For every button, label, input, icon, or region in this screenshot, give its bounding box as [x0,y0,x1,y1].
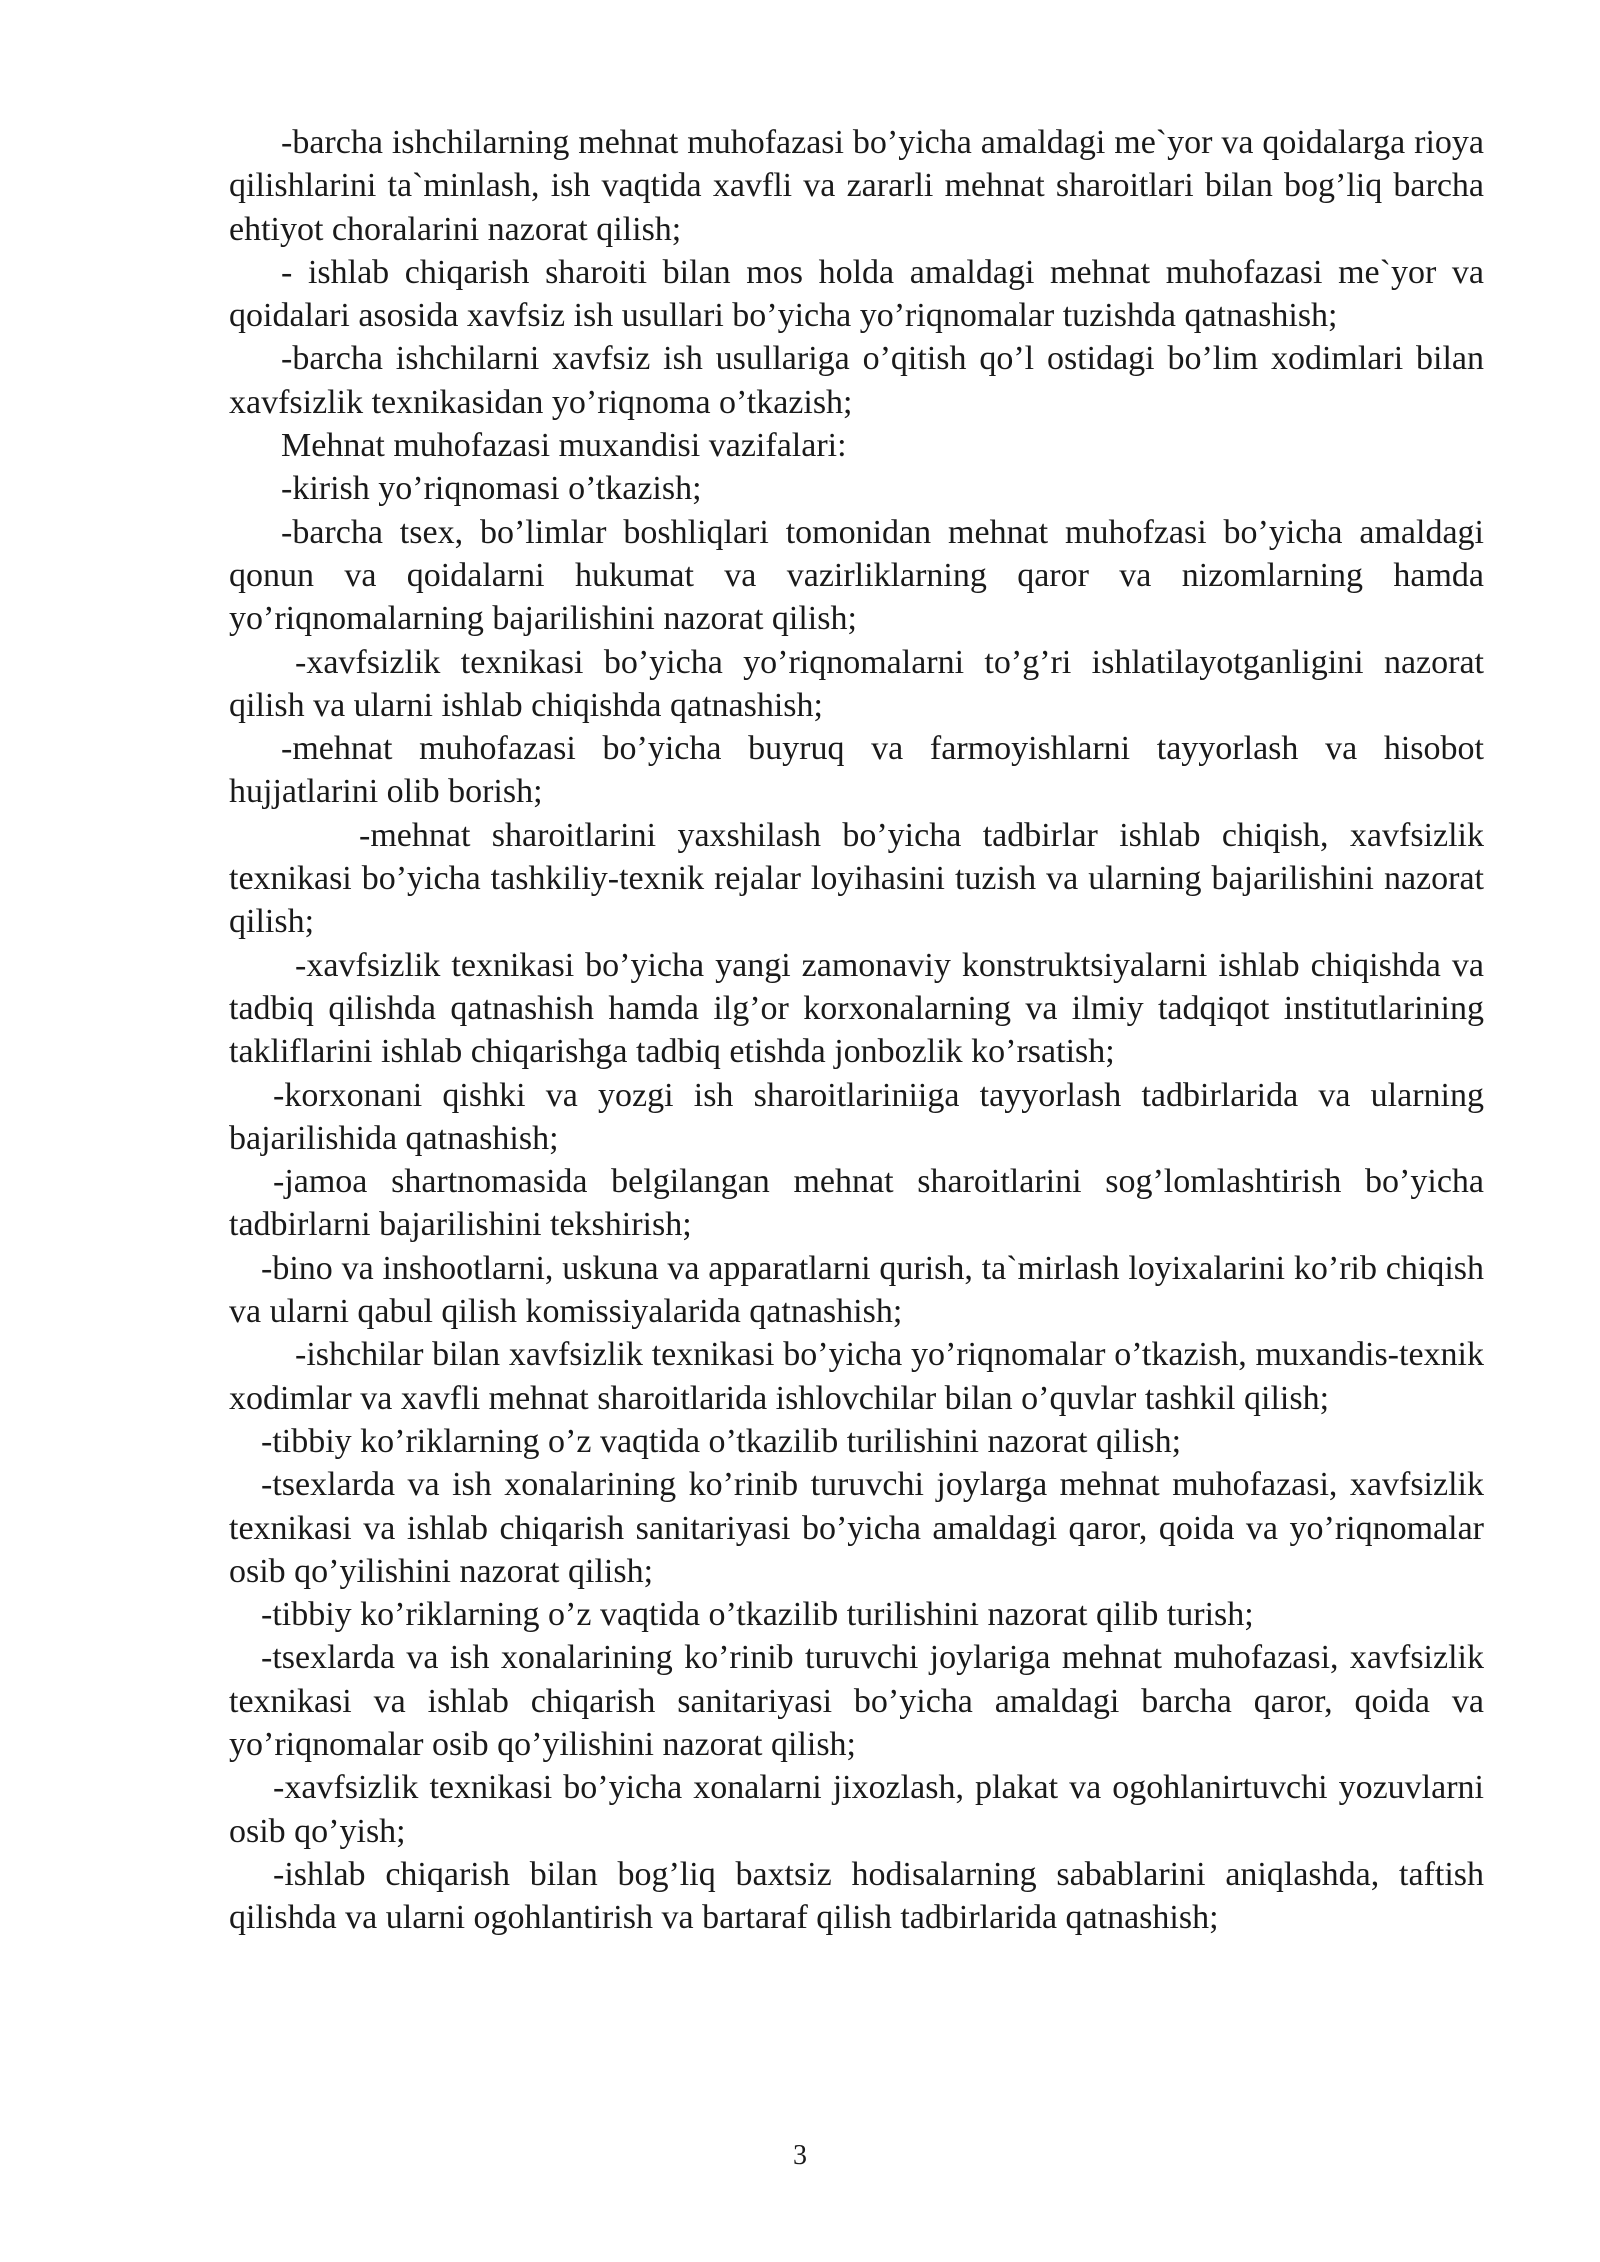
paragraph: -ishchilar bilan xavfsizlik texnikasi bo’yicha yo’riqnomalar o’tkazish, muxandis-texnik xodimlar va xavfli mehnat sharoitlarida ishlovchilar bilan o’quvlar tashkil qilish; [229,1336,1484,1417]
paragraph: -tibbiy ko’riklarning o’z vaqtida o’tkazilib turilishini nazorat qilib turish; [261,1596,1254,1634]
page-number: 3 [793,2140,807,2171]
paragraph: -barcha ishchilarning mehnat muhofazasi bo’yicha amaldagi me`yor va qoidalarga rioya qilishlarini ta`minlash, ish vaqtida xavfli va zararli mehnat sharoitlari bilan bog’liq barcha ehtiyot choralarini nazorat qilish; [229,124,1484,248]
paragraph: -barcha tsex, bo’limlar boshliqlari tomonidan mehnat muhofzasi bo’yicha amaldagi qonun va qoidalarni hukumat va vazirliklarning qaror va nizomlarning hamda yo’riqnomalarning bajarilishini nazorat qilish; [229,513,1484,638]
paragraph: -korxonani qishki va yozgi ish sharoitlariniiga tayyorlash tadbirlarida va ularning bajarilishida qatnashish; [229,1076,1484,1157]
paragraph: - ishlab chiqarish sharoiti bilan mos holda amaldagi mehnat muhofazasi me`yor va qoidalari asosida xavfsiz ish usullari bo’yicha yo’riqnomalar tuzishda qatnashish; [229,253,1484,335]
paragraph: -bino va inshootlarni, uskuna va apparatlarni qurish, ta`mirlash loyixalarini ko’rib chiqish va ularni qabul qilish komissiyalarida qatnashish; [229,1249,1484,1331]
paragraph: -xavfsizlik texnikasi bo’yicha yo’riqnomalarni to’g’ri ishlatilayotganligini nazorat qilish va ularni ishlab chiqishda qatnashish; [229,643,1484,724]
paragraph: -ishlab chiqarish bilan bog’liq baxtsiz hodisalarning sabablarini aniqlashda, taftish qilishda va ularni ogohlantirish va bartaraf qilish tadbirlarida qatnashish; [229,1855,1484,1937]
paragraph: -barcha ishchilarni xavfsiz ish usullariga o’qitish qo’l ostidagi bo’lim xodimlari bilan xavfsizlik texnikasidan yo’riqnoma o’tkazish; [229,340,1484,421]
paragraph: -tsexlarda va ish xonalarining ko’rinib turuvchi joylariga mehnat muhofazasi, xavfsizlik texnikasi va ishlab chiqarish sanitariyasi bo’yicha amaldagi barcha qaror, qoida va yo’riqnomalar osib qo’yilishini nazorat qilish; [229,1639,1484,1763]
paragraph: -tibbiy ko’riklarning o’z vaqtida o’tkazilib turilishini nazorat qilish; [261,1422,1182,1460]
paragraph: -kirish yo’riqnomasi o’tkazish; [281,470,702,508]
paragraph: -tsexlarda va ish xonalarining ko’rinib turuvchi joylarga mehnat muhofazasi, xavfsizlik texnikasi va ishlab chiqarish sanitariyasi bo’yicha amaldagi qaror, qoida va yo’riqnomalar osib qo’yilishini nazorat qilish; [229,1466,1484,1590]
document-body [229,121,1484,1939]
section-heading: Mehnat muhofazasi muxandisi vazifalari: [281,427,847,465]
paragraph: -jamoa shartnomasida belgilangan mehnat sharoitlarini sog’lomlashtirish bo’yicha tadbirlarni bajarilishini tekshirish; [229,1163,1484,1244]
paragraph: -mehnat muhofazasi bo’yicha buyruq va farmoyishlarni tayyorlash va hisobot hujjatlarini olib borish; [229,730,1484,811]
paragraph: -xavfsizlik texnikasi bo’yicha yangi zamonaviy konstruktsiyalarni ishlab chiqishda va tadbiq qilishda qatnashish hamda ilg’or korxonalarning va ilmiy tadqiqot institutlarining takliflarini ishlab chiqarishga tadbiq etishda jonbozlik ko’rsatish; [229,946,1484,1071]
paragraph: -xavfsizlik texnikasi bo’yicha xonalarni jixozlash, plakat va ogohlanirtuvchi yozuvlarni osib qo’yish; [229,1769,1484,1850]
paragraph: -mehnat sharoitlarini yaxshilash bo’yicha tadbirlar ishlab chiqish, xavfsizlik texnikasi bo’yicha tashkiliy-texnik rejalar loyihasini tuzish va ularning bajarilishini nazorat qilish; [229,816,1484,941]
